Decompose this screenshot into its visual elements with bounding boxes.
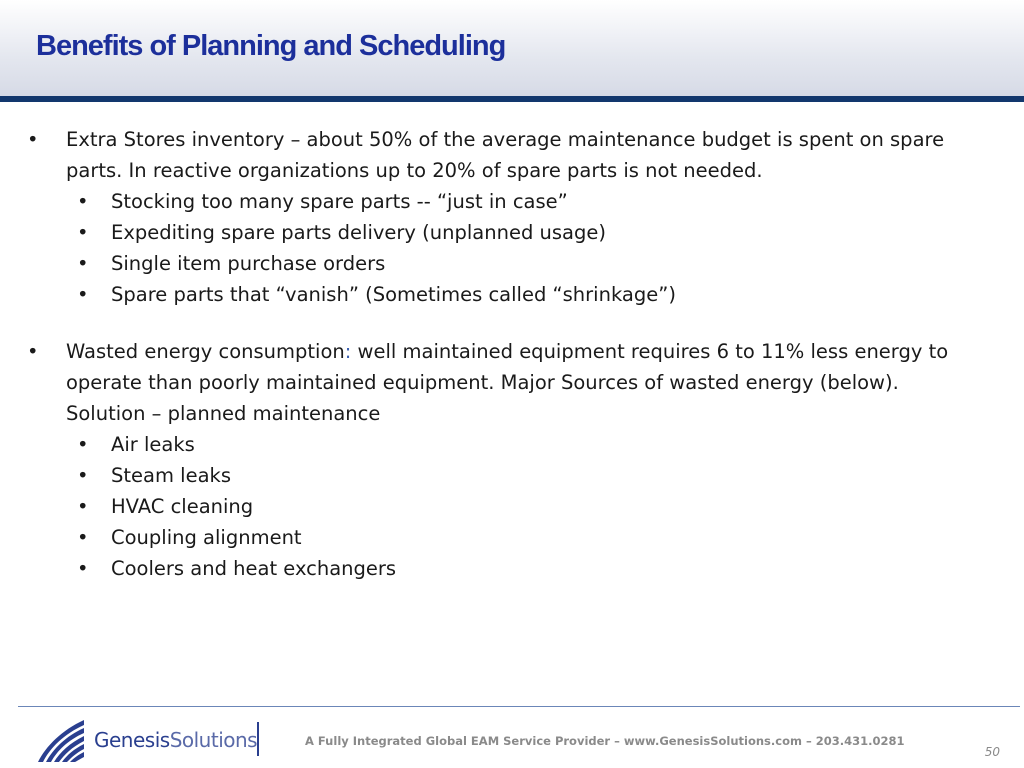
sub-bullet: • Coolers and heat exchangers — [0, 553, 1024, 584]
company-logo — [36, 716, 256, 764]
slide-body — [0, 124, 1024, 584]
sub-bullet: • HVAC cleaning — [0, 491, 1024, 522]
sub-bullet: • Coupling alignment — [0, 522, 1024, 553]
footer-divider — [18, 706, 1020, 707]
bullet-wasted-energy — [0, 336, 1024, 429]
logo-text-solutions: Solutions — [169, 728, 258, 752]
logo-text-genesis: Genesis — [94, 728, 170, 752]
bullet-lead-text: Wasted energy consumption — [66, 340, 345, 363]
slide-header — [0, 0, 1024, 96]
sub-bullet: • Expediting spare parts delivery (unplanned usage) — [0, 217, 1024, 248]
slide-title: Benefits of Planning and Scheduling — [36, 30, 506, 62]
bullet-rest-text: well maintained equipment requires 6 to 11% less energy to operate than poorly maintained equipment. Major Sources of wasted energy (below). Solution – planned maintenance — [66, 340, 949, 425]
bullet-stores-inventory: • Extra Stores inventory – about 50% of the average maintenance budget is spent on spare parts. In reactive organizations up to 20% of spare parts is not needed. — [0, 124, 1024, 186]
logo-wordmark — [94, 728, 257, 752]
sub-bullet: • Spare parts that “vanish” (Sometimes called “shrinkage”) — [0, 279, 1024, 310]
sub-bullet: • Air leaks — [0, 429, 1024, 460]
sub-bullet: • Single item purchase orders — [0, 248, 1024, 279]
bullet-colon: : — [344, 340, 352, 363]
page-number: 50 — [984, 745, 1000, 759]
header-divider — [0, 96, 1024, 102]
sub-bullet: • Stocking too many spare parts -- “just in case” — [0, 186, 1024, 217]
wave-logo-icon — [36, 716, 86, 764]
footer-tagline: A Fully Integrated Global EAM Service Provider – www.GenesisSolutions.com – 203.431.0281 — [305, 734, 905, 748]
logo-separator — [257, 722, 259, 756]
sub-bullet: • Steam leaks — [0, 460, 1024, 491]
